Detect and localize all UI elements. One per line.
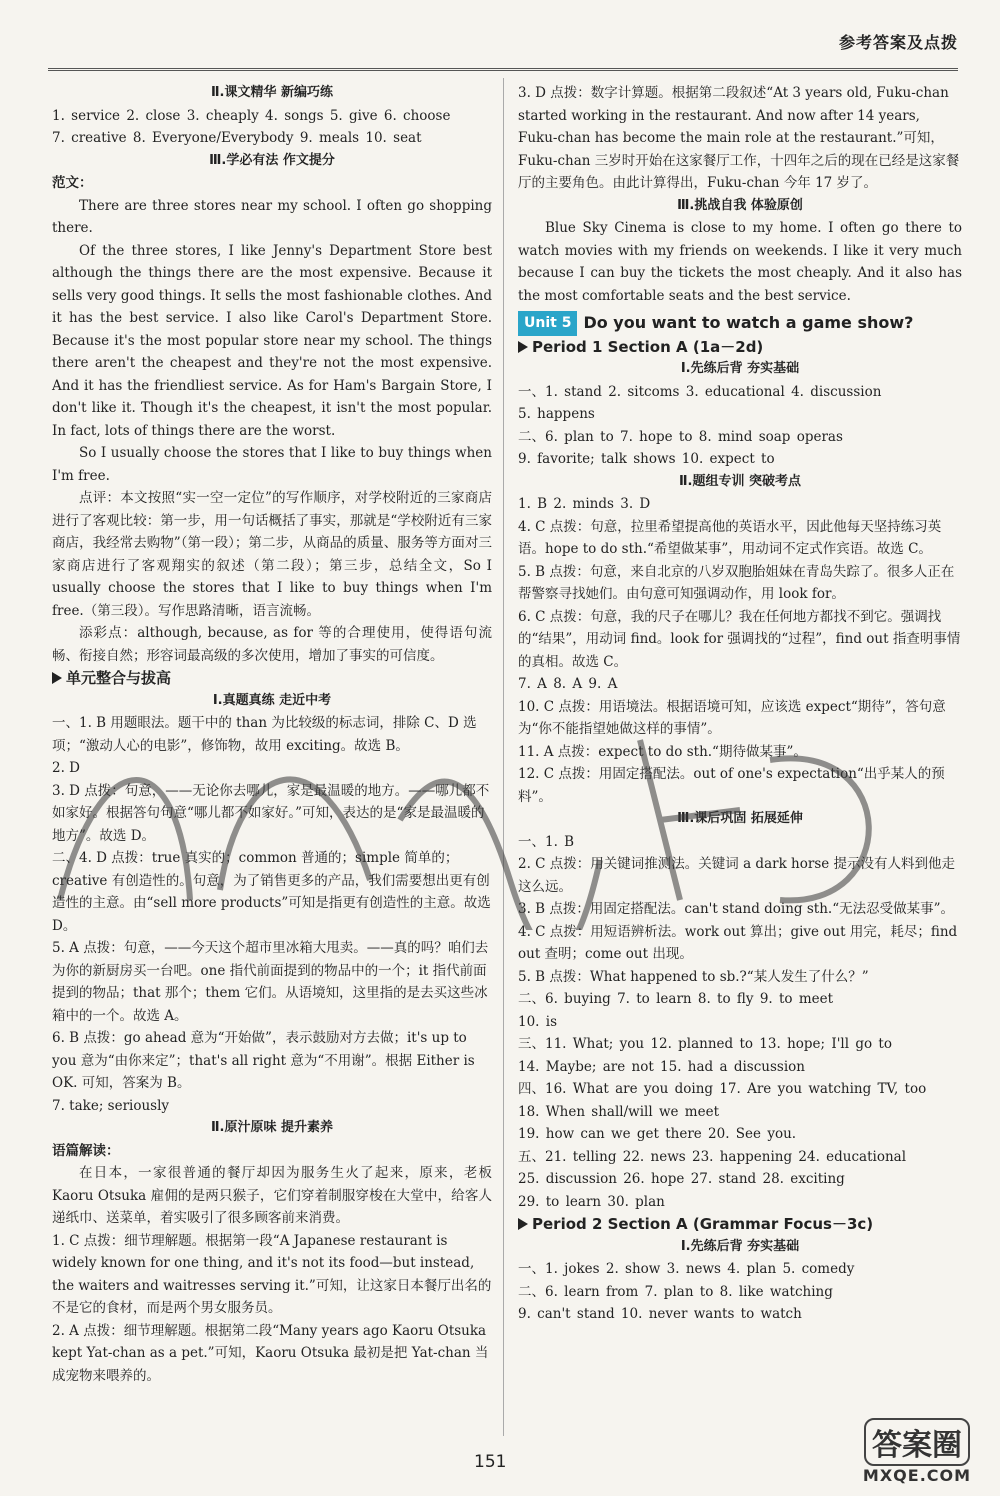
unit-tag: Unit 5 [518, 311, 577, 336]
watermark-logo-text: 答案圈 [864, 1418, 970, 1466]
section-heading: Ⅰ.先练后背 夯实基础 [680, 1238, 800, 1254]
answer-line: 7. creative 8. Everyone/Everybody 9. meals 10. seat [52, 130, 422, 146]
text-line: 3. B 点拨：用固定搭配法。can't stand doing sth.“无法忍受做某事”。 [518, 901, 955, 917]
text-line: 6. C 点拨：句意，我的尺子在哪儿？我在任何地方都找不到它。强调找的“结果”，用动词 find。look for 强调找的“过程”，find out 指查明事情的真相。故选 C。 [518, 608, 961, 670]
text-line: 6. B 点拨：go ahead 意为“开始做”，表示鼓励对方去做；it's up to you 意为“由你来定”；that's all right 意为“不用谢”。根据 Either is OK. 可知，答案为 B。 [52, 1030, 475, 1091]
text-line: 二、4. D 点拨：true 真实的；common 普通的；simple 简单的；creative 有创造性的。句意，为了销售更多的产品，我们需要想出更有创造性的主意。由“sell more products”可知是指更有创造性的主意。故选 D。 [52, 850, 491, 934]
answer-line: 二、6. learn from 7. plan to 8. like watching [518, 1283, 833, 1300]
page-number: 151 [474, 1452, 507, 1472]
answer-line: 1. B 2. minds 3. D [518, 496, 651, 512]
answer-line: 二、6. plan to 7. hope to 8. mind soap operas [518, 428, 843, 445]
answer-line: 一、1. jokes 2. show 3. news 4. plan 5. comedy [518, 1261, 855, 1277]
answer-line: 25. discussion 26. hope 27. stand 28. exciting [518, 1171, 845, 1187]
site-watermark-logo [842, 1418, 992, 1490]
answer-line: 5. happens [518, 406, 595, 422]
period-heading-text: 单元整合与拔高 [66, 669, 172, 687]
text-line: 5. A 点拨：句意，——今天这个超市里冰箱大甩卖。——真的吗？咱们去为你的新厨房买一台吧。one 指代前面提到的物品中的一个；it 指代前面提到的物品；that 那个；them 它们。从语境知，这里指的是去买这些冰箱中的一个。故选 A。 [52, 940, 489, 1024]
section-heading: Ⅱ.题组专训 突破考点 [678, 473, 802, 489]
label: 语篇解读： [52, 1142, 120, 1159]
section-heading: Ⅲ.挑战自我 体验原创 [677, 197, 803, 213]
paragraph: 添彩点：although, because, as for 等的合理使用，使得语句流畅、衔接自然；形容词最高级的多次使用，增加了事实的可信度。 [52, 625, 492, 664]
paragraph: Blue Sky Cinema is close to my home. I often go there to watch movies with my friends on weekends. I like it very much because I can buy the tickets the most cheaply. And it also has the most comfortable seats and the best service. [518, 220, 962, 304]
paragraph: 点评：本文按照“实一空一定位”的写作顺序，对学校附近的三家商店进行了客观比较：第一步，用一句话概括了事实，那就是“学校附近有三家商店，我经常去购物”（第一段）；第二步，从商品的质量、服务等方面对三家商店进行了客观翔实的叙述（第二段）；第三步，总结全文，So I usually choose the stores that I like to buy things when I'm free.（第三段）。写作思路清晰，语言流畅。 [52, 490, 492, 619]
period-heading-text: Period 1 Section A (1a－2d) [532, 337, 764, 356]
answer-line: 三、11. What; you 12. planned to 13. hope; I'll go to [518, 1036, 892, 1052]
answer-line: 二、6. buying 7. to learn 8. to fly 9. to meet [518, 991, 834, 1007]
triangle-marker-icon [518, 1218, 528, 1230]
text-line: 7. take; seriously [52, 1097, 170, 1114]
text-line: 3. D 点拨：数字计算题。根据第二段叙述“At 3 years old, Fuku-chan started working in the restaurant. And now after 14 years, Fuku-chan has become the main role at the restaurant.”可知，Fuku-chan 三岁时开始在这家餐厅工作，十四年之后的现在已经是这家餐厅的主要角色。由此计算得出，Fuku-chan 今年 17 岁了。 [518, 85, 960, 191]
text-line: 10. C 点拨：用语境法。根据语境可知，应该选 expect“期待”，答句意为“你不能指望她做这样的事情”。 [518, 698, 946, 737]
column-divider [503, 78, 504, 1436]
section-heading: Ⅲ.学必有法 作文提分 [209, 152, 335, 168]
section-heading: Ⅱ.课文精华 新编巧练 [210, 85, 334, 100]
answer-line: 一、1. B [518, 833, 575, 850]
text-line: 4. C 点拨：句意，拉里希望提高他的英语水平，因此他每天坚持练习英语。hope to do sth.“希望做某事”，用动词不定式作宾语。故选 C。 [518, 518, 942, 557]
text-line: 1. C 点拨：细节理解题。根据第一段“A Japanese restaurant is widely known for one thing, and it's not its food—but instead, the waiters and waitresses serving it.”可知，让这家日本餐厅出名的不是它的食材，而是两个男女服务员。 [52, 1232, 492, 1316]
answer-line: 9. can't stand 10. never wants to watch [518, 1306, 802, 1322]
answer-line: 四、16. What are you doing 17. Are you watching TV, too [518, 1081, 927, 1097]
text-line: 2. C 点拨：用关键词推测法。关键词 a dark horse 提示没有人料到他走这么远。 [518, 856, 956, 895]
answer-line: 14. Maybe; are not 15. had a discussion [518, 1058, 805, 1075]
triangle-marker-icon [518, 341, 528, 353]
right-column [518, 82, 962, 1326]
unit-heading [518, 311, 962, 336]
period-heading [518, 1213, 962, 1236]
section-heading: Ⅰ.真题真练 走近中考 [212, 692, 332, 708]
period-heading [518, 336, 962, 359]
answer-line: 18. When shall/will we meet [518, 1103, 720, 1120]
paragraph: So I usually choose the stores that I like to buy things when I'm free. [52, 445, 492, 484]
section-heading: Ⅰ.先练后背 夯实基础 [680, 361, 800, 376]
answer-line: 1. service 2. close 3. cheaply 4. songs 5. give 6. choose [52, 107, 451, 124]
text-line: 2. A 点拨：细节理解题。根据第二段“Many years ago Kaoru Otsuka kept Yat-chan as a pet.”可知，Kaoru Otsuka 最初是把 Yat-chan 当成宠物来喂养的。 [52, 1322, 489, 1384]
section-heading: Ⅲ.课后巩固 拓展延伸 [677, 811, 803, 826]
unit-title: Do you want to watch a game show? [583, 313, 914, 332]
header-rule [48, 68, 958, 71]
text-line: 4. C 点拨：用短语辨析法。work out 算出；give out 用完，耗尽；find out 查明；come out 出现。 [518, 923, 958, 962]
section-heading: Ⅱ.原汁原味 提升素养 [210, 1120, 334, 1135]
text-line: 11. A 点拨：expect to do sth.“期待做某事”。 [518, 743, 807, 760]
text-line: 一、1. B 用题眼法。题干中的 than 为比较级的标志词，排除 C、D 选项；“激动人心的电影”，修饰物，故用 exciting。故选 B。 [52, 715, 477, 754]
answer-line: 7. A 8. A 9. A [518, 676, 618, 692]
answer-line: 9. favorite; talk shows 10. expect to [518, 451, 775, 467]
answer-line: 一、1. stand 2. sitcoms 3. educational 4. discussion [518, 383, 882, 400]
triangle-marker-icon [52, 672, 62, 684]
text-line: 2. D [52, 760, 80, 776]
text-line: 12. C 点拨：用固定搭配法。out of one's expectation“出乎某人的预料”。 [518, 766, 945, 805]
answer-line: 10. is [518, 1013, 558, 1030]
answer-line: 五、21. telling 22. news 23. happening 24. educational [518, 1148, 907, 1165]
paragraph: Of the three stores, I like Jenny's Department Store best although the things there are the most expensive. Because it sells very good things. It sells the most fashionable clothes. And it has the best service. I also like Carol's Department Store. Because it's the most popular store near my school. The things there aren't the cheapest and they're not the most expensive. And it has the friendliest service. As for Ham's Bargain Store, I don't like it. Though it's the cheapest, it isn't the most popular. In fact, lots of things there are the worst. [52, 242, 492, 439]
page-header-title: 参考答案及点拨 [838, 33, 958, 52]
answer-line: 29. to learn 30. plan [518, 1193, 665, 1210]
label: 范文： [52, 175, 93, 191]
text-line: 5. B 点拨：句意，来自北京的八岁双胞胎姐妹在青岛失踪了。很多人正在帮警察寻找她们。由句意可知强调动作，用 look for。 [518, 563, 955, 602]
answer-line: 19. how can we get there 20. See you. [518, 1126, 797, 1142]
period-heading [52, 667, 492, 690]
left-column [52, 82, 492, 1387]
period-heading-text: Period 2 Section A (Grammar Focus－3c) [532, 1215, 874, 1233]
text-line: 5. B 点拨：What happened to sb.?“某人发生了什么？” [518, 968, 869, 985]
text-line: 3. D 点拨：句意，——无论你去哪儿，家是最温暖的地方。——哪儿都不如家好。根据答句句意“哪儿都不如家好。”可知，表达的是“家是最温暖的地方”。故选 D。 [52, 782, 490, 844]
paragraph: 在日本，一家很普通的餐厅却因为服务生火了起来，原来，老板 Kaoru Otsuka 雇佣的是两只猴子，它们穿着制服穿梭在大堂中，给客人递纸巾、送菜单，着实吸引了很多顾客前来消费。 [52, 1165, 492, 1226]
watermark-url: MXQE.COM [862, 1466, 972, 1485]
paragraph: There are three stores near my school. I often go shopping there. [52, 197, 492, 236]
